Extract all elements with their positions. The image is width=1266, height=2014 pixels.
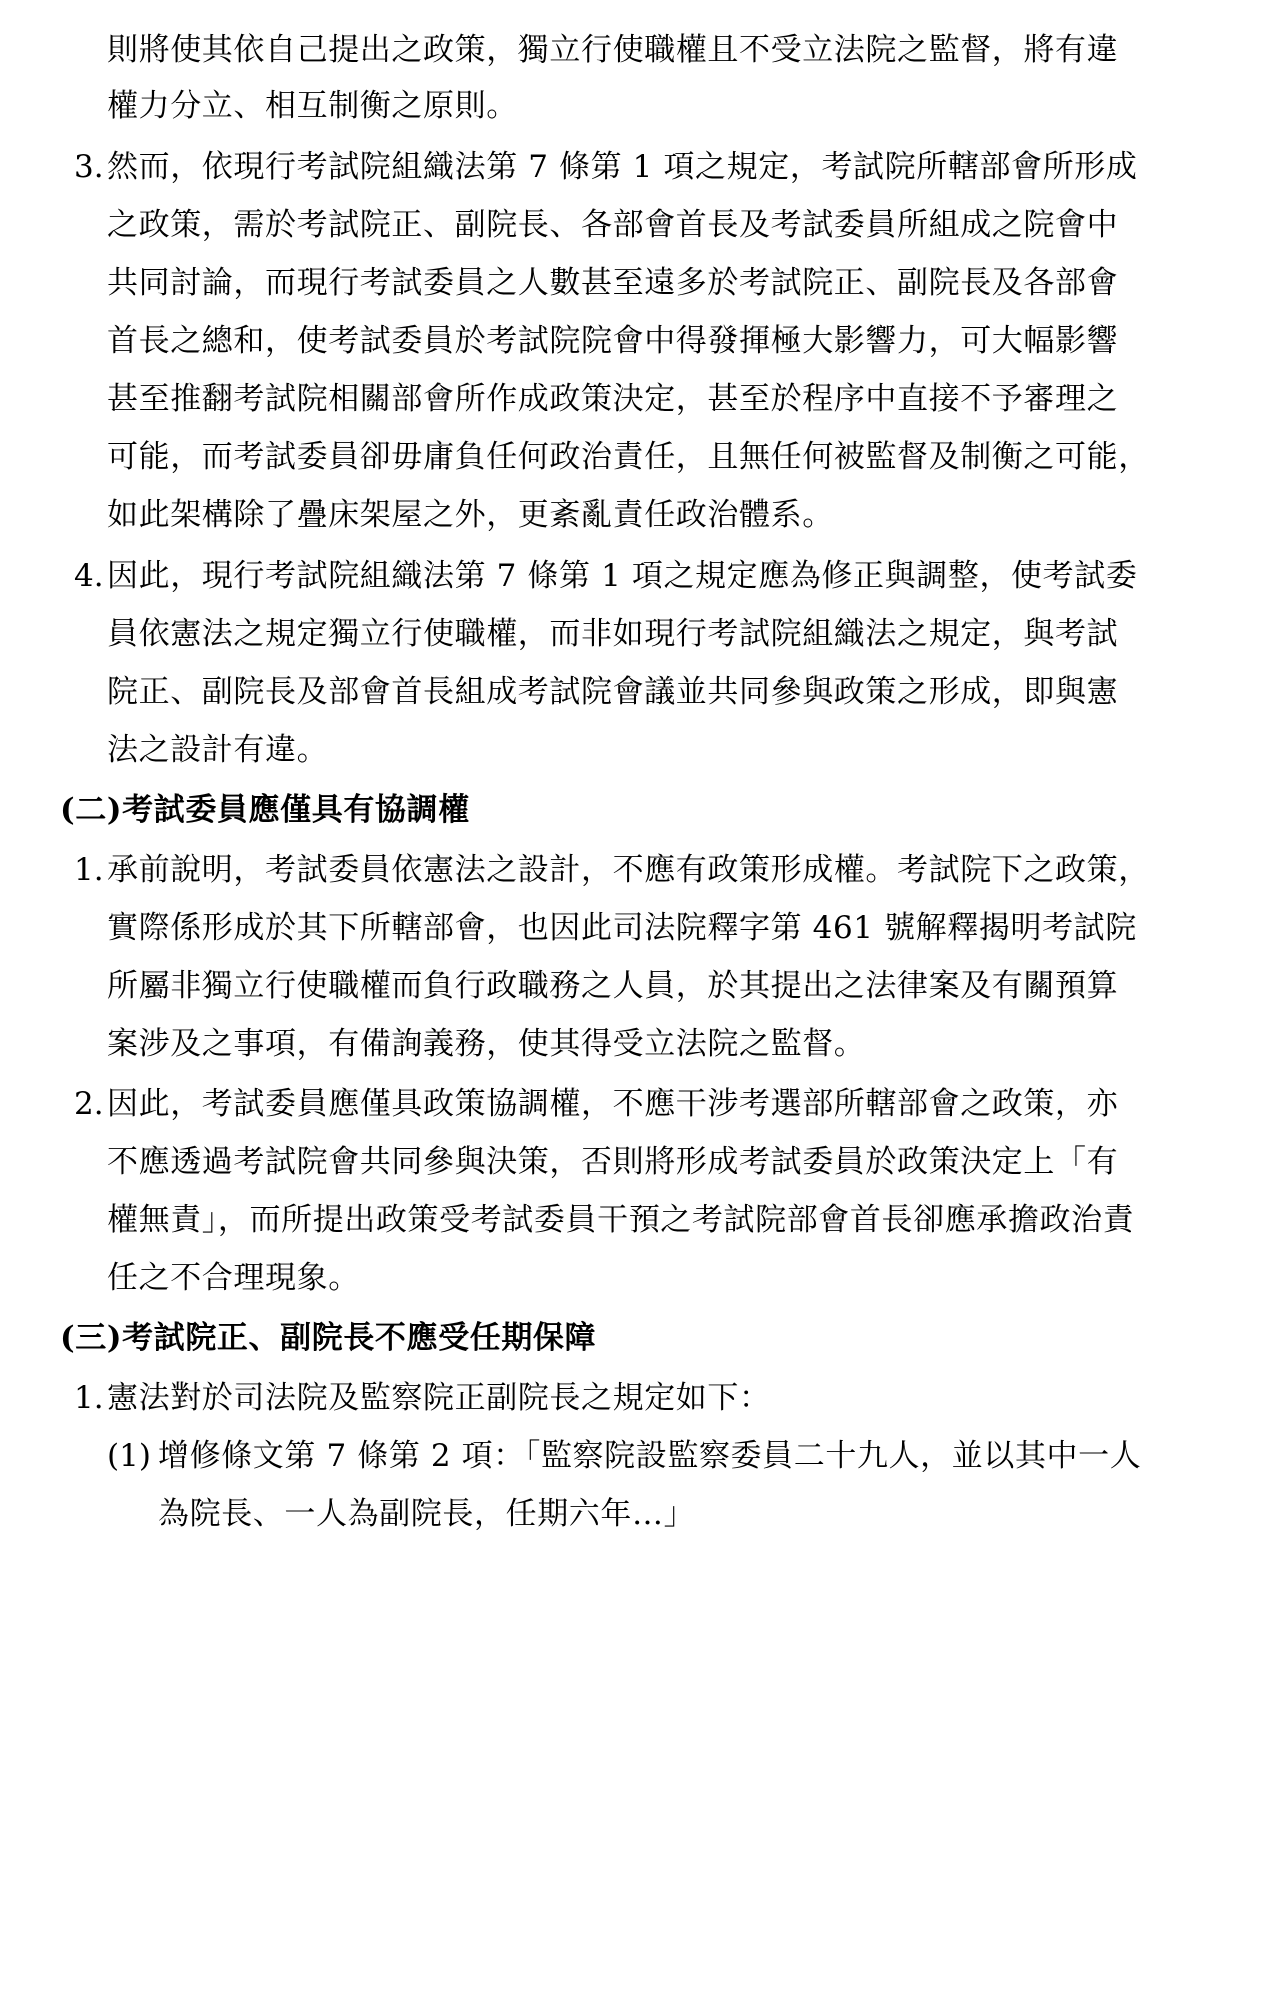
- item3-line-4: 首長之總和，使考試委員於考試院院會中得發揮極大影響力，可大幅影響: [107, 323, 1119, 359]
- section2-item1-line-2: 實際係形成於其下所轄部會，也因此司法院釋字第 461 號解釋揭明考試院: [107, 910, 1137, 946]
- intro-line-2: 權力分立、相互制衡之原則。: [107, 88, 518, 124]
- section2-item2-line-2: 不應透過考試院會共同參與決策，否則將形成考試委員於政策決定上「有: [107, 1144, 1119, 1180]
- item3-line-3: 共同討論，而現行考試委員之人數甚至遠多於考試院正、副院長及各部會: [107, 265, 1119, 301]
- section3-heading: (三)考試院正、副院長不應受任期保障: [60, 1320, 597, 1356]
- item3-line-1: 然而，依現行考試院組織法第 7 條第 1 項之規定，考試院所轄部會所形成: [107, 149, 1138, 185]
- section2-item2-number: 2.: [74, 1086, 104, 1122]
- section2-item1-line-3: 所屬非獨立行使職權而負行政職務之人員，於其提出之法律案及有關預算: [107, 968, 1119, 1004]
- section3-sub1-line-2: 為院長、一人為副院長，任期六年…」: [158, 1496, 696, 1532]
- section2-heading: (二)考試委員應僅具有協調權: [60, 792, 470, 828]
- item4-number: 4.: [74, 558, 104, 594]
- section3-sub1-number: (1): [107, 1438, 151, 1474]
- intro-line-1: 則將使其依自己提出之政策，獨立行使職權且不受立法院之監督，將有違: [107, 32, 1119, 68]
- section3-item1-number: 1.: [74, 1380, 104, 1416]
- item3-line-2: 之政策，需於考試院正、副院長、各部會首長及考試委員所組成之院會中: [107, 207, 1119, 243]
- section2-item1-number: 1.: [74, 852, 104, 888]
- section2-item2-line-4: 任之不合理現象。: [107, 1260, 360, 1296]
- section2-item1-line-4: 案涉及之事項，有備詢義務，使其得受立法院之監督。: [107, 1026, 866, 1062]
- item4-line-4: 法之設計有違。: [107, 732, 329, 768]
- item4-line-1: 因此，現行考試院組織法第 7 條第 1 項之規定應為修正與調整，使考試委: [107, 558, 1138, 594]
- section3-item1-line-1: 憲法對於司法院及監察院正副院長之規定如下：: [107, 1380, 771, 1416]
- item3-number: 3.: [74, 149, 104, 185]
- section2-item2-line-3: 權無責」，而所提出政策受考試委員干預之考試院部會首長卻應承擔政治責: [107, 1202, 1135, 1238]
- item3-line-6: 可能，而考試委員卻毋庸負任何政治責任，且無任何被監督及制衡之可能，: [107, 439, 1150, 475]
- item4-line-2: 員依憲法之規定獨立行使職權，而非如現行考試院組織法之規定，與考試: [107, 616, 1119, 652]
- section2-item1-line-1: 承前說明，考試委員依憲法之設計，不應有政策形成權。考試院下之政策，: [107, 852, 1150, 888]
- item4-line-3: 院正、副院長及部會首長組成考試院會議並共同參與政策之形成，即與憲: [107, 674, 1119, 710]
- item3-line-5: 甚至推翻考試院相關部會所作成政策決定，甚至於程序中直接不予審理之: [107, 381, 1119, 417]
- section3-sub1-line-1: 增修條文第 7 條第 2 項：「監察院設監察委員二十九人，並以其中一人: [158, 1438, 1142, 1474]
- section2-item2-line-1: 因此，考試委員應僅具政策協調權，不應干涉考選部所轄部會之政策，亦: [107, 1086, 1119, 1122]
- item3-line-7: 如此架構除了疊床架屋之外，更紊亂責任政治體系。: [107, 497, 834, 533]
